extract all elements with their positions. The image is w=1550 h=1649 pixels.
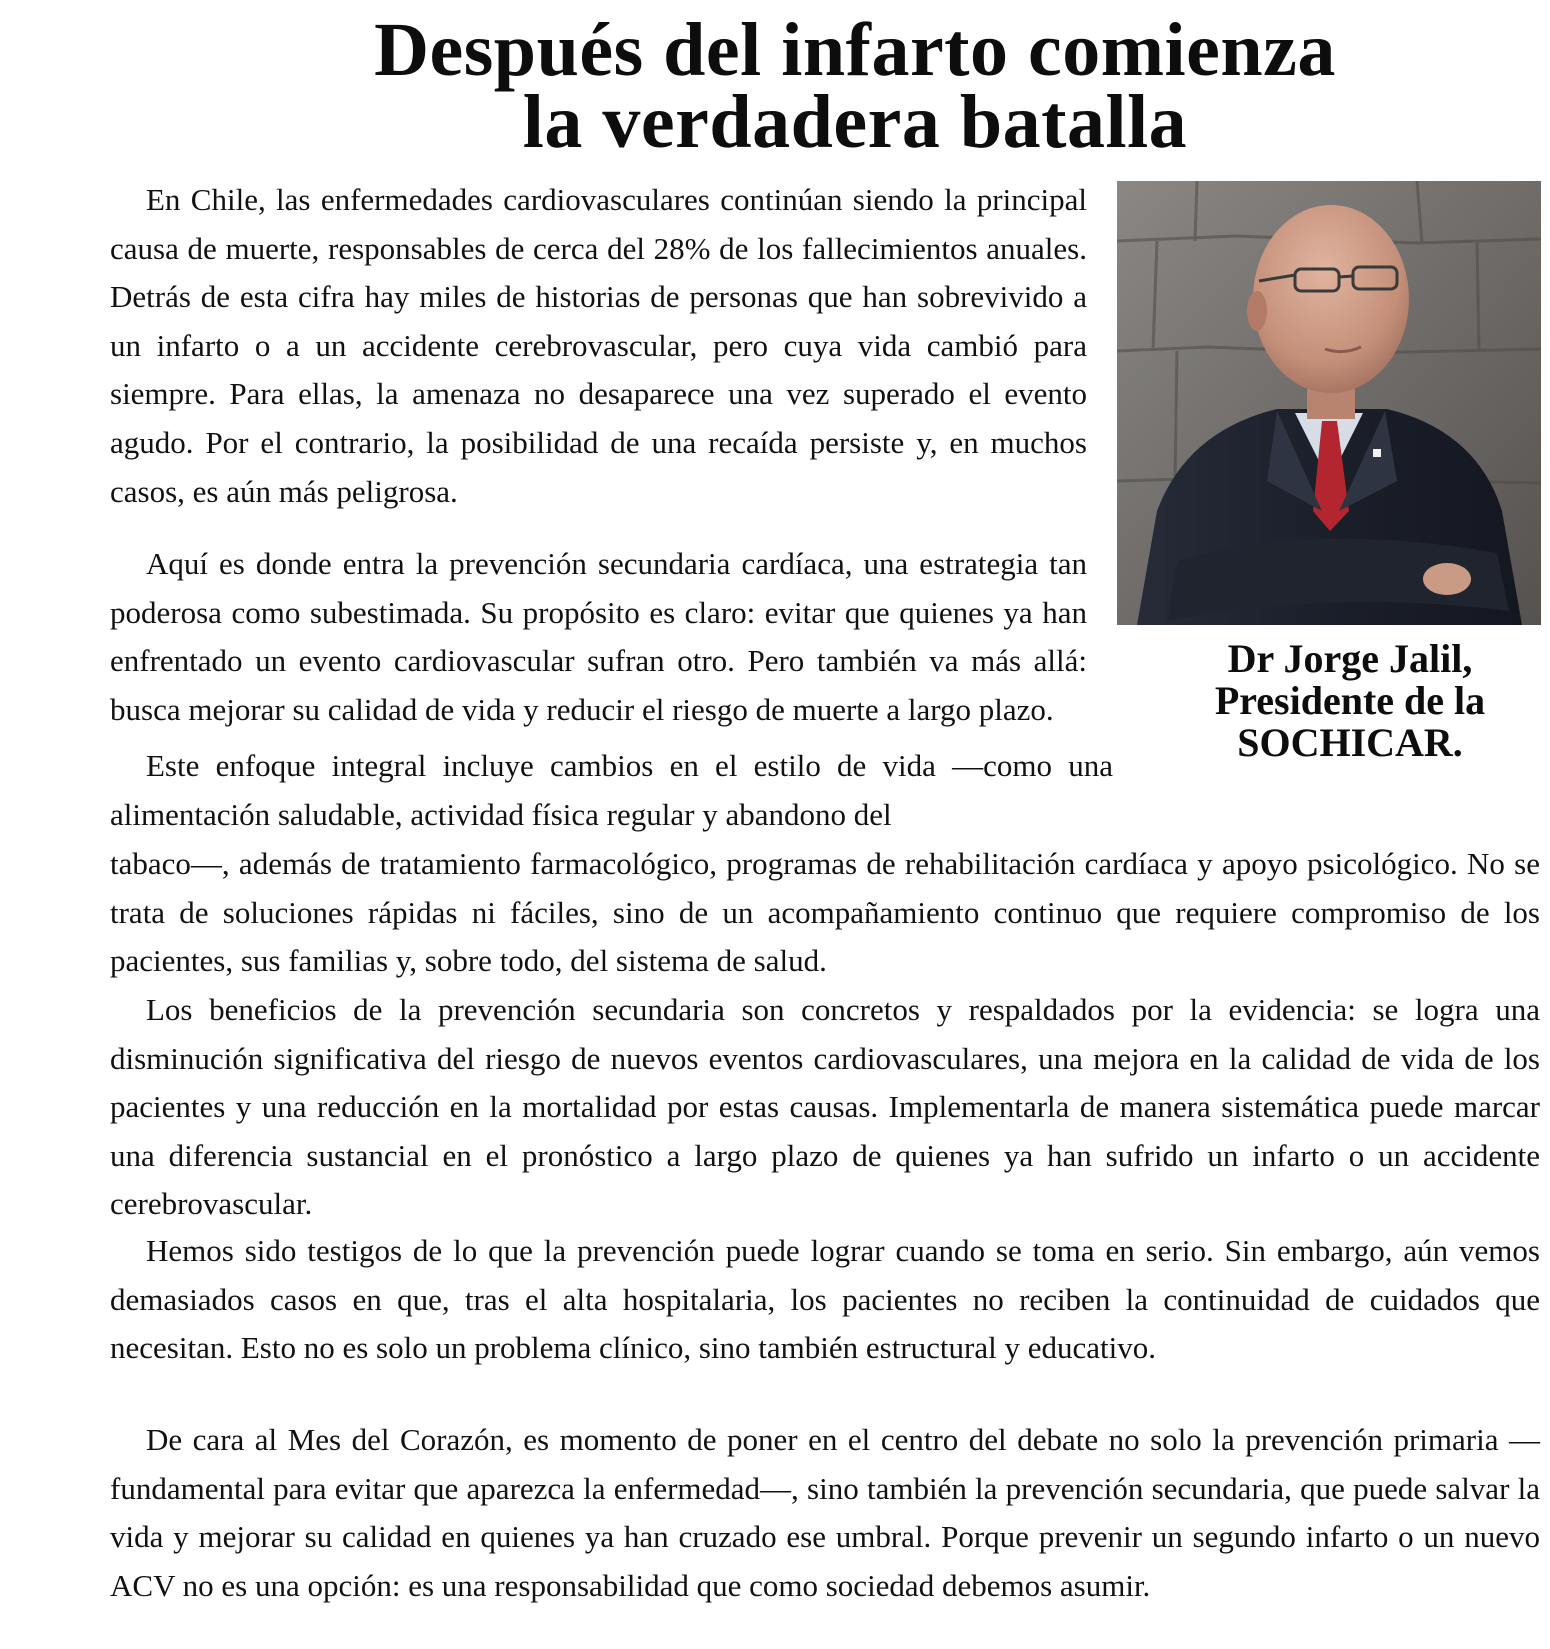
- photo-caption: [1160, 638, 1540, 764]
- caption-name: Dr Jorge Jalil,: [1227, 636, 1473, 681]
- portrait-photo: [1117, 181, 1541, 625]
- headline-line-1: Después del infarto comienza: [374, 8, 1336, 92]
- paragraph-3-continued: tabaco—, además de tratamiento farmacológico, programas de rehabilitación cardíaca y apoyo psicológico. No se trata de soluciones rápidas ni fáciles, sino de un acompañamiento continuo que requiere compromiso de los pacientes, sus familias y, sobre todo, del sistema de salud.: [110, 846, 1540, 979]
- portrait-illustration: [1117, 181, 1541, 625]
- headline: [250, 8, 1460, 164]
- paragraph-6: De cara al Mes del Corazón, es momento de poner en el centro del debate no solo la prevención primaria —fundamental para evitar que aparezca la enfermedad—, sino también la prevención secundaria, que puede salvar la vida y mejorar su calidad en quienes ya han cruzado ese umbral. Porque prevenir un segundo infarto o un nuevo ACV no es una opción: es una responsabilidad que como sociedad debemos asumir.: [110, 1422, 1540, 1603]
- lapel-pin: [1373, 449, 1381, 457]
- paragraph-1: En Chile, las enfermedades cardiovasculares continúan siendo la principal causa de muerte, responsables de cerca del 28% de los fallecimientos anuales. Detrás de esta cifra hay miles de historias de personas que han sobrevivido a un infarto o a un accidente cerebrovascular, pero cuya vida cambió para siempre. Para ellas, la amenaza no desaparece una vez superado el evento agudo. Por el contrario, la posibilidad de una recaída persiste y, en muchos casos, es aún más peligrosa.: [110, 182, 1087, 509]
- paragraph-4: Los beneficios de la prevención secundaria son concretos y respaldados por la evidencia: se logra una disminución significativa del riesgo de nuevos eventos cardiovasculares, una mejora en la calidad de vida de los pacientes y una reducción en la mortalidad por estas causas. Implementarla de manera sistemática puede marcar una diferencia sustancial en el pronóstico a largo plazo de quienes ya han sufrido un infarto o un accidente cerebrovascular.: [110, 992, 1540, 1222]
- paragraph-2: Aquí es donde entra la prevención secundaria cardíaca, una estrategia tan poderosa como subestimada. Su propósito es claro: evitar que quienes ya han enfrentado un evento cardiovascular sufran otro. Pero también va más allá: busca mejorar su calidad de vida y reducir el riesgo de muerte a largo plazo.: [110, 546, 1087, 727]
- caption-role: Presidente de la: [1214, 678, 1486, 723]
- head: [1253, 205, 1409, 393]
- headline-line-2: la verdadera batalla: [522, 80, 1188, 164]
- caption-organization: SOCHICAR.: [1237, 720, 1463, 765]
- hand: [1423, 563, 1471, 595]
- ear: [1247, 291, 1267, 331]
- paragraph-3-start: Este enfoque integral incluye cambios en el estilo de vida —como una alimentación saludable, actividad física regular y abandono del: [110, 748, 1113, 832]
- paragraph-5: Hemos sido testigos de lo que la prevención puede lograr cuando se toma en serio. Sin embargo, aún vemos demasiados casos en que, tras el alta hospitalaria, los pacientes no reciben la continuidad de cuidados que necesitan. Esto no es solo un problema clínico, sino también estructural y educativo.: [110, 1233, 1540, 1366]
